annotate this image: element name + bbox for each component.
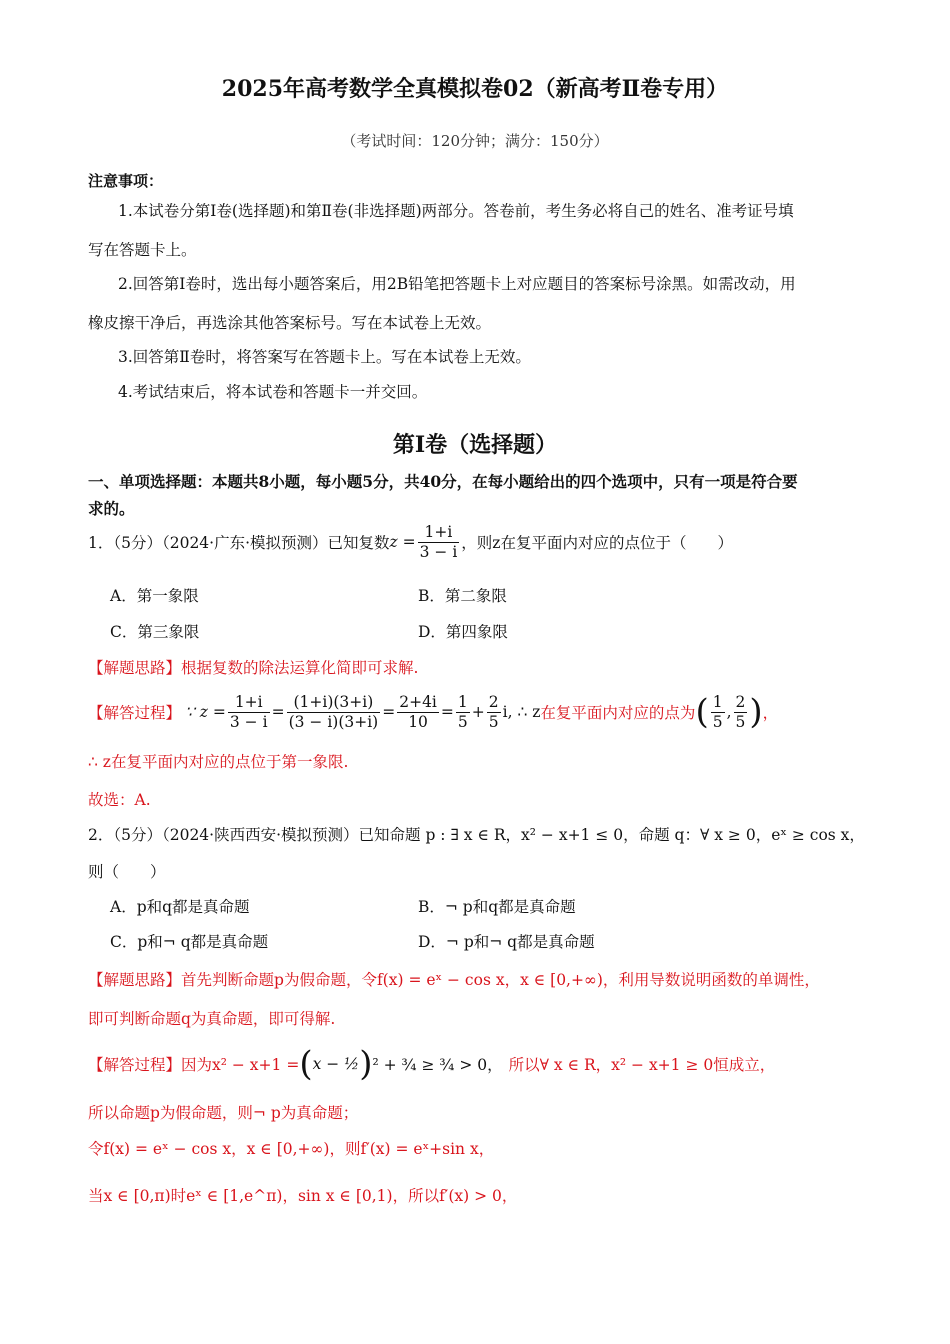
section-title: 第I卷（选择题） xyxy=(392,432,558,458)
q2-option-c: C．p和¬ q都是真命题 xyxy=(110,933,269,951)
q2-proc-paren: x − ½ xyxy=(312,1055,360,1073)
q2-option-b: B．¬ p和q都是真命题 xyxy=(418,898,576,916)
q2-proc-2: 所以命题p为假命题，则¬ p为真命题； xyxy=(88,1104,359,1122)
q1-option-b: B．第二象限 xyxy=(418,587,507,605)
q1-prefix: 1．（5分）（2024·广东·模拟预测）已知复数 xyxy=(88,534,390,552)
notice-line-4: 橡皮擦干净后，再选涂其他答案标号。写在本试卷上无效。 xyxy=(88,314,492,332)
notice-line-2: 写在答题卡上。 xyxy=(88,241,197,259)
q2-line-2: 则（ ） xyxy=(88,863,166,881)
q1-f4-num: 1 xyxy=(457,692,468,711)
q2-process: 【解答过程】 因为x² − x+1 = ( x − ½ ) ² + ¾ ≥ ¾ > 0， 所以∀ x ∈ R，x² − x+1 ≥ 0恒成立， xyxy=(88,1044,776,1084)
q2-proc-4: 当x ∈ [0,π)时eˣ ∈ [1,e^π)，sin x ∈ [0,1)，所以f′(x) > 0， xyxy=(88,1187,518,1205)
q1-pt-den2: 5 xyxy=(735,712,746,731)
q1-f3-den: 10 xyxy=(408,712,428,731)
question-1 xyxy=(88,522,733,562)
q1-f5-den: 5 xyxy=(488,712,499,731)
q2-idea-text-1: 首先判断命题p为假命题，令f(x) = eˣ − cos x，x ∈ [0,+∞)，利用导数说明函数的单调性， xyxy=(181,971,820,989)
section-desc-2: 求的。 xyxy=(88,499,135,518)
q1-num: 1+i xyxy=(418,523,460,543)
q1-fraction xyxy=(418,523,460,561)
q2-proc-1c: 所以∀ x ∈ R，x² − x+1 ≥ 0恒成立， xyxy=(508,1056,776,1074)
q1-f4-den: 5 xyxy=(457,712,468,731)
q2-proc-1a: 因为x² − x+1 = xyxy=(181,1056,300,1074)
q1-idea xyxy=(88,656,418,678)
q1-answer: 故选：A. xyxy=(88,791,151,809)
q1-option-a: A．第一象限 xyxy=(110,587,199,605)
section-desc-1: 一、单项选择题：本题共8小题，每小题5分，共40分，在每小题给出的四个选项中，只有一项是符合要 xyxy=(88,472,798,491)
q1-z-eq: z = xyxy=(389,533,416,551)
q1-option-c: C．第三象限 xyxy=(110,623,200,641)
q2-idea-text-2: 即可判断命题q为真命题，即可得解. xyxy=(88,1010,336,1028)
q1-proc-end: ， xyxy=(762,704,779,722)
q2-idea xyxy=(88,968,820,990)
q1-den: 3 − i xyxy=(419,542,458,561)
exam-info: （考试时间：120分钟；满分：150分） xyxy=(341,132,609,150)
q1-suffix: ，则z在复平面内对应的点位于（ ） xyxy=(461,534,733,552)
q1-f2-num: (1+i)(3+i) xyxy=(287,693,381,713)
q1-f3-num: 2+4i xyxy=(399,692,437,711)
q2-line-1: 2．（5分）（2024·陕西西安·模拟预测）已知命题 p : ∃ x ∈ R，x² − x+1 ≤ 0，命题 q：∀ x ≥ 0，eˣ ≥ cos x， xyxy=(88,826,865,844)
q1-f1-den: 3 − i xyxy=(229,712,268,731)
q2-idea-label: 【解题思路】 xyxy=(88,971,182,989)
q1-pt-den1: 5 xyxy=(712,712,723,731)
q2-option-a: A．p和q都是真命题 xyxy=(110,898,250,916)
q1-f2-den: (3 − i)(3+i) xyxy=(288,712,379,731)
q1-f1-num: 1+i xyxy=(228,693,270,713)
q1-plus: + xyxy=(471,703,485,721)
notice-line-3: 2.回答第I卷时，选出每小题答案后，用2B铅笔把答题卡上对应题目的答案标号涂黑。如需改动，用 xyxy=(118,275,796,293)
q1-proc-text: 在复平面内对应的点为 xyxy=(540,704,696,722)
q1-i-tail: i, ∴ z xyxy=(502,703,541,721)
q2-proc-1b: ² + ¾ ≥ ¾ > 0， xyxy=(372,1056,503,1074)
notice-heading: 注意事项： xyxy=(88,172,164,190)
notice-line-6: 4.考试结束后，将本试卷和答题卡一并交回。 xyxy=(118,383,428,401)
q1-proc-lead: ∵ z = xyxy=(185,703,226,721)
page-title: 2025年高考数学全真模拟卷02（新高考Ⅱ卷专用） xyxy=(221,76,729,102)
q1-process: 【解答过程】 ∵ z = $\frac{1+i}{3 - i}$ = $\frac{(1+i)(3+i)}{(3 - i)(3+i)}$ = $\frac{2+4i}{10}$ = $\frac{1}{5}$ + $\frac{2}{5}$ i, ∴ z 在复平面内对应的点为 ( $\frac{1}{5}$ , $\frac{2}{5}$ ) ， xyxy=(88,692,779,732)
q1-conclusion: ∴ z在复平面内对应的点位于第一象限. xyxy=(88,753,349,771)
q1-idea-text: 根据复数的除法运算化简即可求解. xyxy=(181,659,419,677)
notice-line-1: 1.本试卷分第I卷(选择题)和第Ⅱ卷(非选择题)两部分。答卷前，考生务必将自己的姓名、准考证号填 xyxy=(118,202,794,220)
q1-f5-num: 2 xyxy=(488,692,499,711)
q2-option-d: D．¬ p和¬ q都是真命题 xyxy=(418,933,595,951)
q2-proc-3: 令f(x) = eˣ − cos x，x ∈ [0,+∞)，则f′(x) = eˣ+sin x， xyxy=(88,1140,495,1158)
notice-line-5: 3.回答第Ⅱ卷时，将答案写在答题卡上。写在本试卷上无效。 xyxy=(118,348,531,366)
q1-pt-num2: 2 xyxy=(735,692,746,711)
q1-option-d: D．第四象限 xyxy=(418,623,508,641)
q2-proc-label: 【解答过程】 xyxy=(88,1056,182,1074)
q1-proc-label: 【解答过程】 xyxy=(88,704,182,722)
q1-idea-label: 【解题思路】 xyxy=(88,659,182,677)
q1-pt-num1: 1 xyxy=(712,692,723,711)
